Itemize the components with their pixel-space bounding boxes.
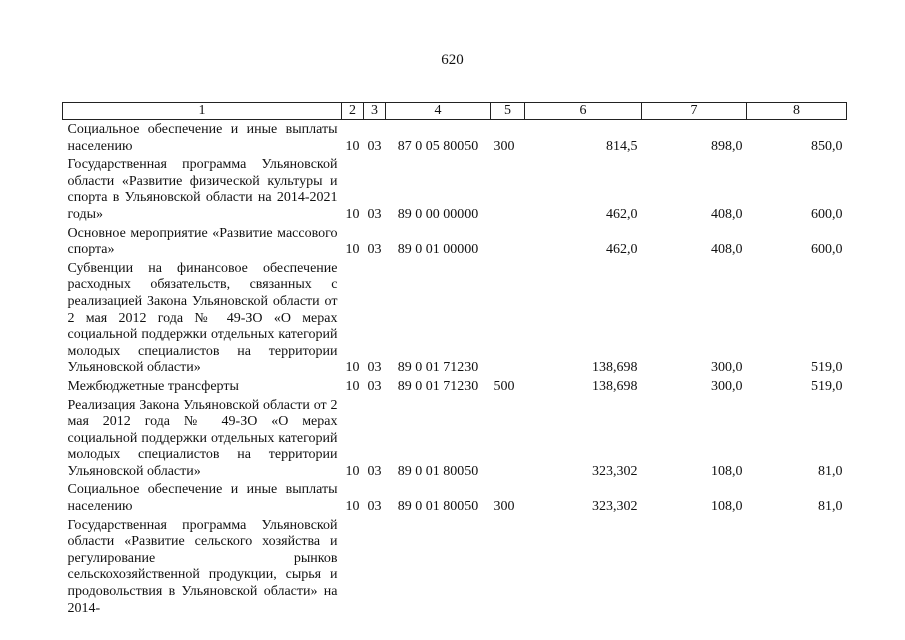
- row-value-col-8: [747, 516, 847, 618]
- table-row: [63, 480, 847, 515]
- row-target-article: 89 0 01 00000: [397, 242, 479, 258]
- row-value-col-7: 300,0: [711, 360, 743, 376]
- header-col-6: 6: [525, 103, 642, 120]
- header-col-5: 5: [491, 103, 525, 120]
- row-subsection: 03: [367, 242, 382, 258]
- row-value-col-6: 323,302: [592, 463, 638, 479]
- row-expense-type: [491, 155, 525, 223]
- row-expense-type: 300: [493, 499, 515, 515]
- row-target-article: 89 0 01 80050: [397, 463, 479, 479]
- table-row: [63, 377, 847, 396]
- row-value-col-8: 600,0: [811, 242, 843, 258]
- row-value-col-8: 600,0: [811, 206, 843, 222]
- row-section: 10: [345, 360, 360, 376]
- row-value-col-8: 81,0: [818, 463, 843, 479]
- row-value-col-7: 408,0: [711, 206, 743, 222]
- row-expense-type: [491, 516, 525, 618]
- header-col-7: 7: [642, 103, 747, 120]
- row-value-col-6: 462,0: [606, 206, 638, 222]
- table-body: [63, 120, 847, 618]
- row-value-col-7: 108,0: [711, 499, 743, 515]
- header-col-3: 3: [364, 103, 386, 120]
- row-subsection: 03: [367, 378, 382, 394]
- row-value-col-6: 323,302: [592, 499, 638, 515]
- row-description: Социальное обеспечение и иные выплаты населению: [67, 122, 338, 154]
- row-subsection: 03: [367, 499, 382, 515]
- row-target-article: 89 0 01 71230: [397, 360, 479, 376]
- row-value-col-8: 519,0: [811, 378, 843, 394]
- row-value-col-6: 814,5: [606, 138, 638, 154]
- budget-table: [62, 102, 847, 617]
- row-description: Межбюджетные трансферты: [67, 378, 239, 394]
- row-value-col-7: 300,0: [711, 378, 743, 394]
- row-subsection: 03: [367, 463, 382, 479]
- row-expense-type: [491, 224, 525, 259]
- table-row: [63, 396, 847, 481]
- row-target-article: 89 0 00 00000: [397, 206, 479, 222]
- row-description: Государственная программа Ульяновской области «Развитие физической культуры и спорта в Ульяновской области на 2014-2021 годы»: [67, 157, 338, 222]
- row-target-article: 89 0 01 80050: [397, 499, 479, 515]
- header-col-8: 8: [747, 103, 847, 120]
- row-section: 10: [345, 138, 360, 154]
- row-expense-type: [491, 396, 525, 481]
- row-section: [342, 516, 364, 618]
- table-row: [63, 155, 847, 223]
- row-section: 10: [345, 242, 360, 258]
- row-subsection: 03: [367, 138, 382, 154]
- row-section: 10: [345, 499, 360, 515]
- header-col-1: 1: [63, 103, 342, 120]
- header-col-4: 4: [386, 103, 491, 120]
- table-header: [63, 103, 847, 120]
- row-value-col-7: 108,0: [711, 463, 743, 479]
- row-section: 10: [345, 463, 360, 479]
- row-value-col-8: 81,0: [818, 499, 843, 515]
- row-expense-type: 500: [493, 378, 515, 394]
- row-value-col-7: [642, 516, 747, 618]
- row-value-col-8: 519,0: [811, 360, 843, 376]
- page-number: 620: [441, 52, 464, 68]
- row-description: Реализация Закона Ульяновской области от 2 мая 2012 года № 49-ЗО «О мерах социальной поддержки отдельных категорий молодых специалистов на территории Ульяновской области»: [67, 397, 338, 479]
- row-value-col-7: 408,0: [711, 242, 743, 258]
- row-value-col-6: 138,698: [592, 378, 638, 394]
- row-value-col-6: 462,0: [606, 242, 638, 258]
- row-subsection: 03: [367, 360, 382, 376]
- row-subsection: [364, 516, 386, 618]
- row-target-article: 89 0 01 71230: [397, 378, 479, 394]
- row-description: Социальное обеспечение и иные выплаты населению: [67, 482, 338, 515]
- header-col-2: 2: [342, 103, 364, 120]
- row-value-col-6: 138,698: [592, 360, 638, 376]
- row-description: Основное мероприятие «Развитие массового спорта»: [67, 225, 338, 258]
- row-expense-type: 300: [493, 138, 515, 154]
- row-description: Государственная программа Ульяновской области «Развитие сельского хозяйства и регулирование рынков сельскохозяйственной продукции, сырья и продовольствия в Ульяновской области» на 2014-: [67, 517, 338, 616]
- row-value-col-6: [525, 516, 642, 618]
- row-target-article: [386, 516, 491, 618]
- row-subsection: 03: [367, 206, 382, 222]
- row-expense-type: [491, 259, 525, 377]
- row-value-col-8: 850,0: [811, 138, 843, 154]
- table-row: [63, 120, 847, 156]
- table-row: [63, 516, 847, 618]
- table-row: [63, 259, 847, 377]
- header-row: [63, 103, 847, 120]
- row-description: Субвенции на финансовое обеспечение расходных обязательств, связанных с реализацией Закона Ульяновской области от 2 мая 2012 года № 49-ЗО «О мерах социальной поддержки отдельных категорий молодых специалистов на территории Ульяновской области»: [67, 260, 338, 376]
- row-target-article: 87 0 05 80050: [397, 138, 479, 154]
- row-section: 10: [345, 378, 360, 394]
- row-section: 10: [345, 206, 360, 222]
- row-value-col-7: 898,0: [711, 138, 743, 154]
- table-row: [63, 224, 847, 259]
